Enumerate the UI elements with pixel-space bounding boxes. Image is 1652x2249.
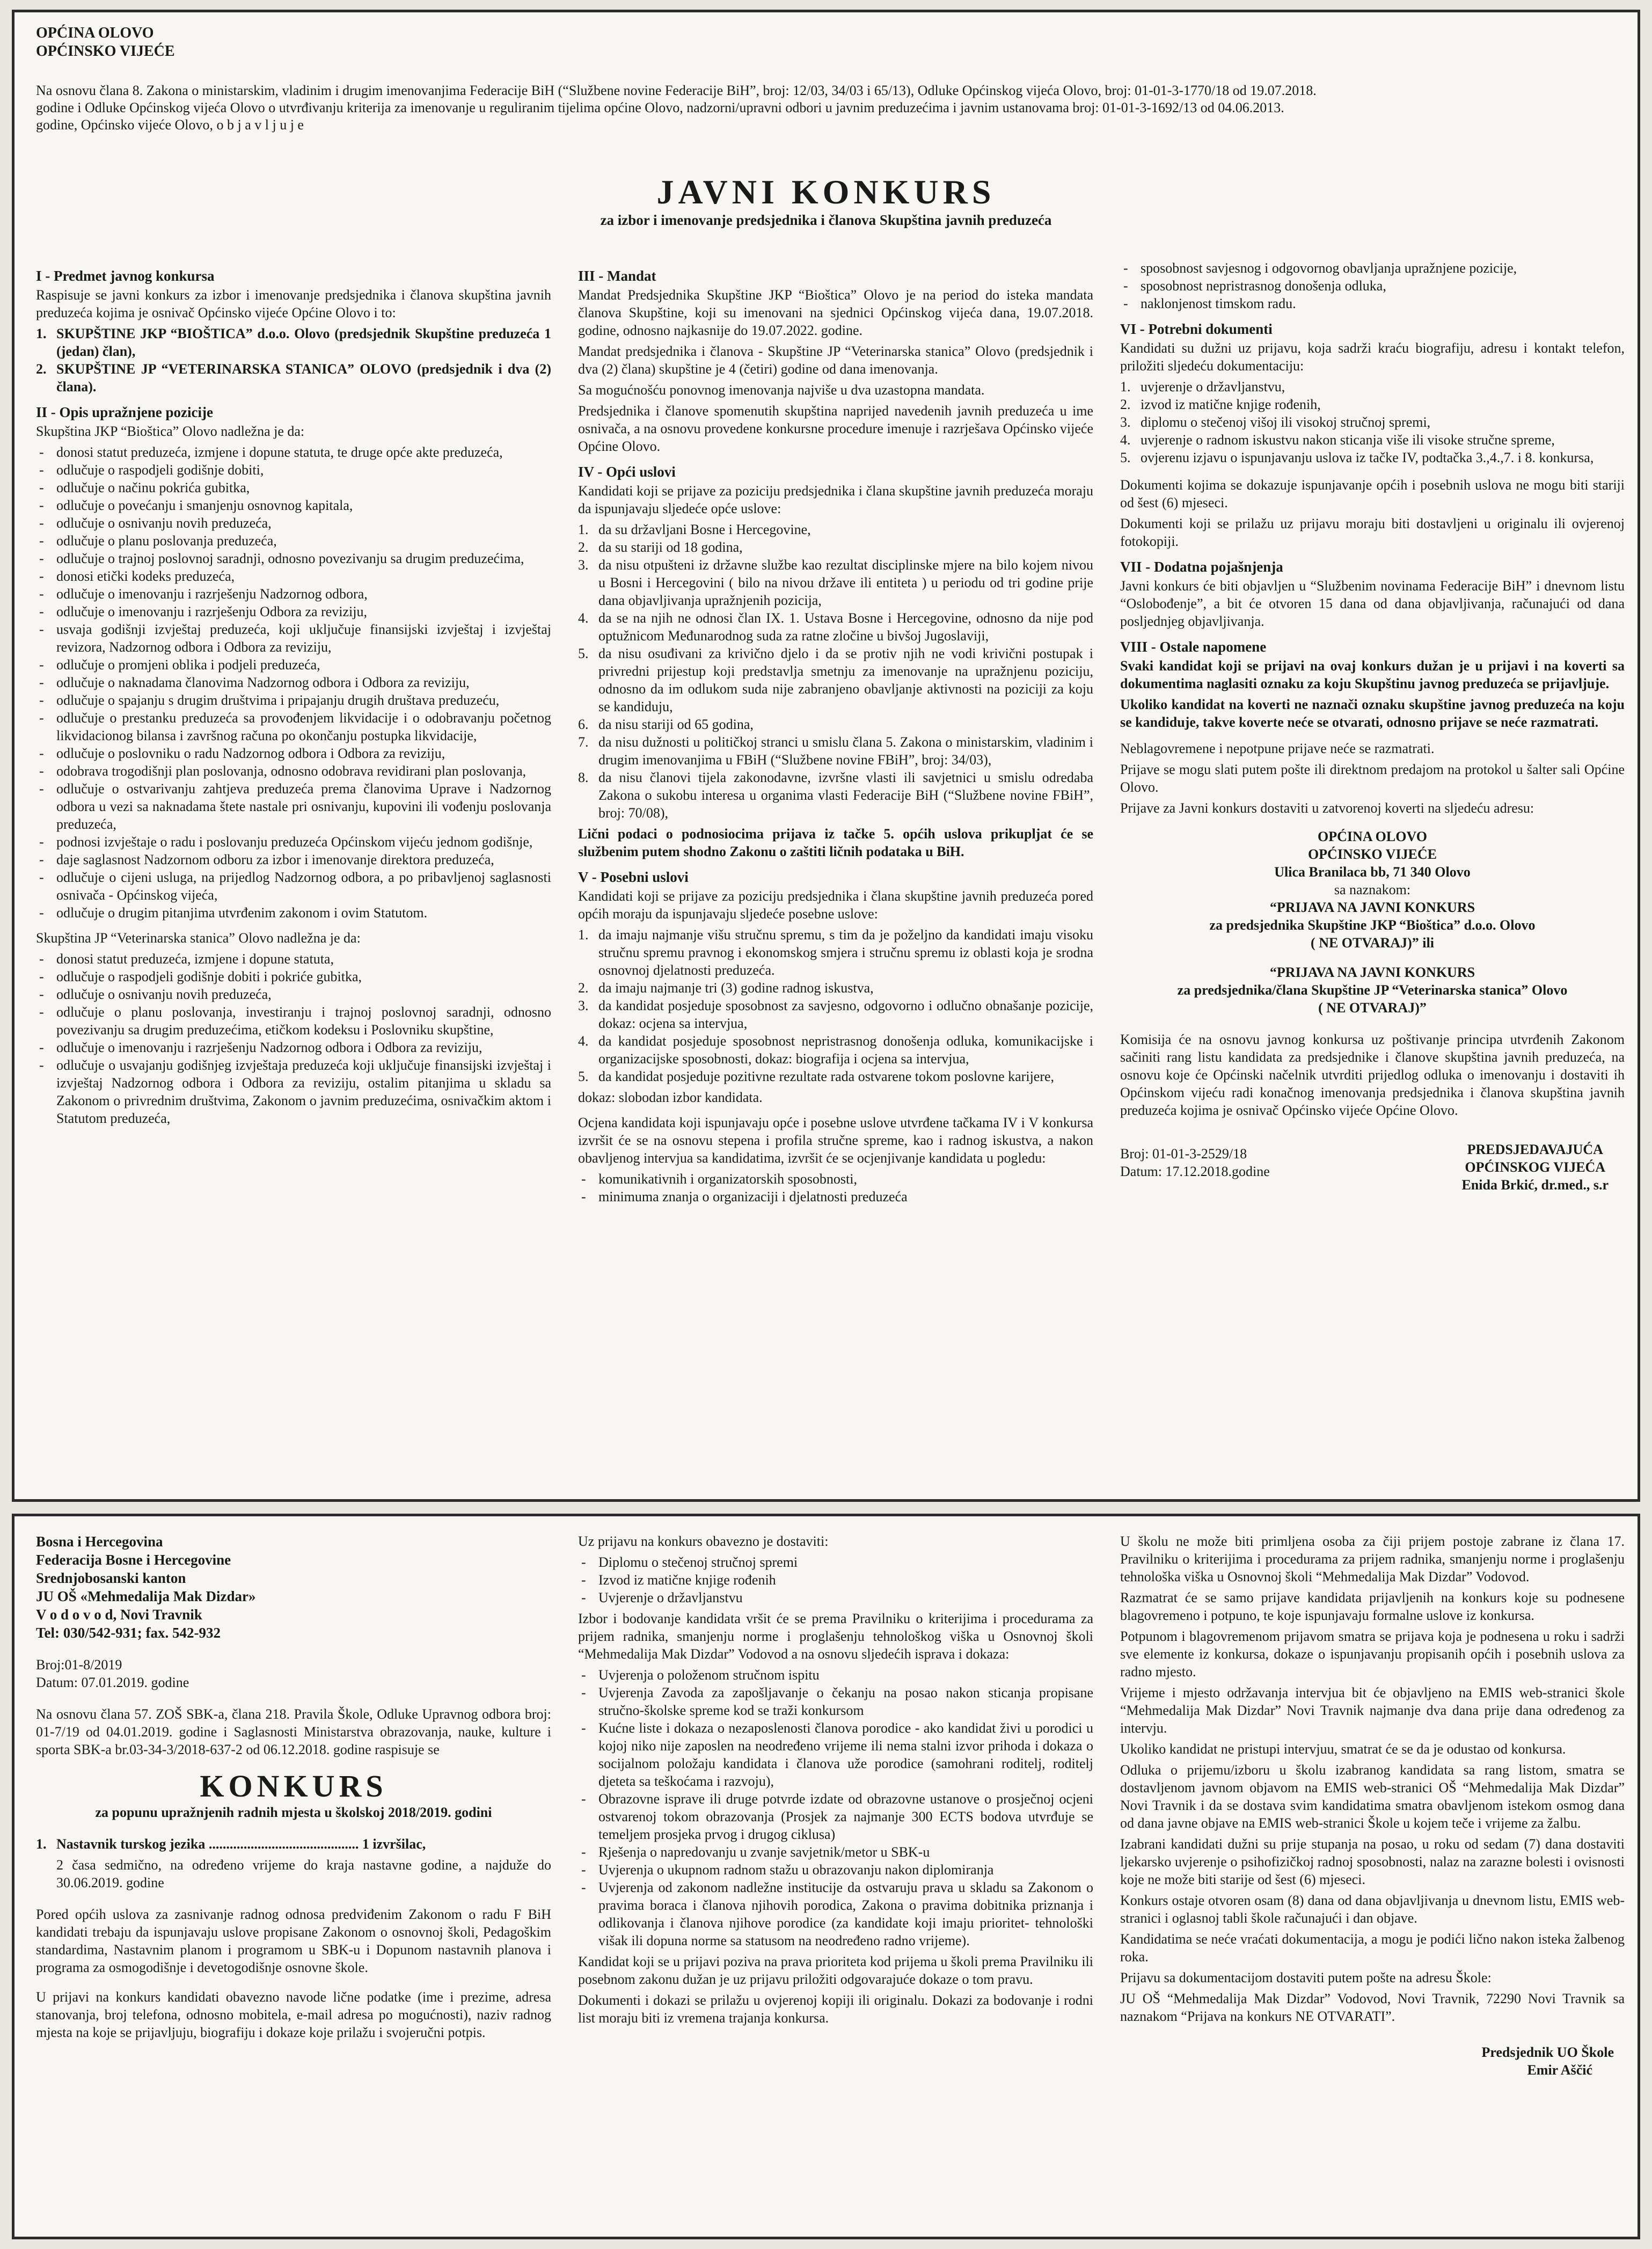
list-item: - odlučuje o planu poslovanja preduzeća,: [36, 532, 551, 550]
duties-list: [36, 443, 551, 922]
paragraph: Dokumenti kojima se dokazuje ispunjavanje općih i posebnih uslova ne mogu biti stariji od šest (6) mjeseci.: [1120, 477, 1625, 510]
list-item: - odlučuje o planu poslovanja, investiranju i trajnoj poslovnoj saradnji, odnosno povezivanju sa drugim preduzećima, etičkom kodeksu i Poslovniku skupštine,: [36, 1003, 551, 1039]
position-note: 2 časa sedmično, na određeno vrijeme do kraja nastavne godine, a najduže do 30.06.2019. godine: [56, 1857, 551, 1890]
legal-basis: Na osnovu člana 57. ZOŠ SBK-a, člana 218. Pravila Škole, Odluke Upravnog odbora broj: 01-7/19 od 04.01.2019. godine i Saglasnosti Ministarstva obrazovanja, nauke, kulture i sporta SBK-a br.03-34-3/2018-637-2 od 06.12.2018. godine raspisuje se: [36, 1706, 551, 1757]
paragraph: Ocjena kandidata koji ispunjavaju opće i posebne uslove utvrđene tačkama IV i V konkursa izvršit će se na osnovu stepena i profila stručne spreme, kao i radnog iskustva, a nakon obavljenog intervjua sa kandidatima, izvršit će se ocjenjivanje kandidata u pogledu:: [578, 1115, 1093, 1166]
paragraph: Odluka o prijemu/izboru u školu izabranog kandidata sa rang listom, smatra se dostavljenom javnom objavom na EMIS web-stranici OŠ “Mehmedalija Mak Dizdar” Novi Travnik i da se dostava svim kandidatima smatra obavljenom istekom osmog dana od dana javne objave na EMIS web-stranici Škole u kojem teče i vrijeme za žalbu.: [1120, 1762, 1625, 1831]
signatory: [1120, 2043, 1625, 2079]
list-item: - odlučuje o raspodjeli godišnje dobiti i pokriće gubitka,: [36, 968, 551, 985]
issuer-line: OPĆINSKO VIJEĆE: [36, 43, 175, 60]
section-heading: II - Opis upražnjene pozicije: [36, 404, 213, 420]
duties-list: [36, 950, 551, 1127]
list-item: - odobrava trogodišnji plan poslovanja, odnosno odobrava revidirani plan poslovanja,: [36, 762, 551, 780]
paragraph: Skupština JKP “Bioštica” Olovo nadležna je da:: [36, 423, 305, 439]
column-1: [36, 259, 551, 1130]
list-item: - sposobnost nepristrasnog donošenja odluka,: [1120, 277, 1625, 295]
header-line: Bosna i Hercegovina: [36, 1534, 163, 1550]
paragraph: Potpunom i blagovremenom prijavom smatra se prijava koja je podnesena u roku i sadrži sve elemente iz konkursa, dokaze o ispunjavanju propisanih općih i posebnih uslova za radno mjesto.: [1120, 1629, 1625, 1680]
notice-title: JAVNI KONKURS: [656, 173, 996, 211]
list-item: - odlučuje o promjeni oblika i podjeli preduzeća,: [36, 656, 551, 674]
paragraph: Kandidati koji se prijave za poziciju predsjednika i člana skupštine javnih preduzeća pored općih moraju da ispunjavaju sljedeće posebne uslove:: [578, 888, 1093, 922]
list-item: - odlučuje o spajanju s drugim društvima i pripajanju drugih društava preduzeću,: [36, 691, 551, 709]
sign-line: Enida Brkić, dr.med., s.r: [1461, 1177, 1609, 1193]
list-item: - odlučuje o ostvarivanju zahtjeva preduzeća prema članovima Uprave i Nadzornog odbora u vezi sa naknadama štete nastale pri osnivanju, kupovini ili vođenju poslovanja preduzeća,: [36, 780, 551, 833]
list-item: - Uvjerenja Zavoda za zapošljavanje o čekanju na posao nakon sticanja propisane stručno-školske spreme kod se traži konkursom: [578, 1684, 1093, 1719]
list-item: - donosi statut preduzeća, izmjene i dopune statuta, te druge opće akte preduzeća,: [36, 443, 551, 461]
list-item: - daje saglasnost Nadzornom odboru za izbor i imenovanje direktora preduzeća,: [36, 851, 551, 868]
column-2: [578, 259, 1093, 1209]
legal-basis-line: Na osnovu člana 8. Zakona o ministarskim, vladinim i drugim imenovanjima Federacije BiH (“Službene novine Federacije BiH”, broj: 12/03, 34/03 i 65/13), Odluke Općinskog vijeća Olovo, broj: 01-01-3-1770/18 od 19.07.2018.: [36, 83, 1317, 98]
list-item: - odlučuje o prestanku preduzeća sa provođenjem likvidacije i o odobravanju početnog likvidacionog bilansa i završnog računa po okončanju postupka likvidacije,: [36, 709, 551, 744]
conditions-paragraphs: [1120, 1532, 1625, 2025]
list-item: - donosi etički kodeks preduzeća,: [36, 567, 551, 585]
documents-list: [1120, 378, 1625, 466]
paragraph: Kandidati koji se prijave za poziciju predsjednika i člana skupštine javnih preduzeća moraju da ispunjavaju sljedeće opće uslove:: [578, 483, 1093, 516]
paragraph: Izbor i bodovanje kandidata vršit će se prema Pravilniku o kriterijima i procedurama za prijem radnika, smanjenju norme i proglašenju tehnološkog viška u Osnovnoj školi “Mehmedalija Mak Dizdar” Vodovod a na osnovu sljedećih isprava i dokaza:: [578, 1611, 1093, 1662]
header-line: V o d o v o d, Novi Travnik: [36, 1607, 202, 1623]
paragraph: Ukoliko kandidat ne pristupi intervjuu, smatrat će se da je odustao od konkursa.: [1120, 1741, 1566, 1757]
list-item: 3. da kandidat posjeduje sposobnost za savjesno, odgovorno i odlučno obnašanje pozicije, dokaz: ocjena sa intervjua,: [578, 998, 1093, 1031]
list-item: 7. da nisu dužnosti u političkoj stranci u smislu člana 5. Zakona o ministarskim, vladinim i drugim imenovanjima u FBiH (“Službene novine FBiH”, broj: 34/03),: [578, 734, 1093, 768]
legal-basis: [36, 82, 1635, 134]
ref-line: Broj:01-8/2019: [36, 1657, 122, 1673]
entity-list: [36, 325, 551, 396]
list-item: - Obrazovne isprave ili druge potvrde izdate od obrazovne ustanove o prosječnoj ocjeni ostvarenoj tokom obrazovanja (Prosjek za najmanje 300 ECTS bodova utvrđuje se temeljem prosjeka prvog i drugog ciklusa): [578, 1790, 1093, 1843]
envelope-line: ( NE OTVARAJ)” ili: [1311, 935, 1434, 951]
list-item: - Izvod iz matične knjige rođenih: [578, 1571, 1093, 1589]
paragraph: Raspisuje se javni konkurs za izbor i imenovanje predsjednika i članova skupština javnih preduzeća kojima je osnivač Općinsko vijeće Općine Olovo i to:: [36, 287, 551, 320]
sign-line: PREDSJEDAVAJUĆA: [1467, 1142, 1603, 1157]
paragraph: dokaz: slobodan izbor kandidata.: [578, 1090, 763, 1105]
column-3: [1120, 259, 1625, 1200]
evaluation-list: [578, 1170, 1093, 1206]
list-item: - donosi statut preduzeća, izmjene i dopune statuta,: [36, 950, 551, 968]
mailing-address: [1120, 828, 1625, 881]
legal-basis-line: godine, Općinsko vijeće Olovo, o b j a v l j u j e: [36, 117, 304, 133]
sign-line: OPĆINSKOG VIJEĆA: [1465, 1159, 1606, 1175]
list-item: - Uvjerenje o državljanstvu: [578, 1589, 1093, 1607]
paragraph: Razmatrat će se samo prijave kandidata prijavljenih na konkurs koje su podnesene blagovremeno i potpuno, te koje ispunjavaju formalne uslove iz konkursa.: [1120, 1590, 1625, 1623]
notice-subtitle: za popunu upražnjenih radnih mjesta u školskoj 2018/2019. godini: [95, 1805, 492, 1820]
notice-title-block: [36, 1769, 551, 1821]
paragraph: Izabrani kandidati dužni su prije stupanja na posao, u roku od sedam (7) dana dostaviti ljekarsko uvjerenje o psihofizičkoj radnoj sposobnosti, nalaz na zarazne bolesti i ovisnosti koje ne može biti starije od šest (6) mjeseci.: [1120, 1836, 1625, 1887]
list-item: 3. diplomu o stečenoj višoj ili visokoj stručnoj spremi,: [1120, 414, 1431, 430]
paragraph: Kandidat koji se u prijavi poziva na prava prioriteta kod prijema u školi prema Pravilniku ili posebnom zakonu dužan je uz prijavu priložiti odgovarajuće dokaze o tom pravu.: [578, 1954, 1093, 1987]
list-item: - odlučuje o drugim pitanjima utvrđenim zakonom i ovim Statutom.: [36, 904, 551, 922]
paragraph: Prijavu sa dokumentacijom dostaviti putem pošte na adresu Škole:: [1120, 1970, 1492, 1985]
paragraph: U školu ne može biti primljena osoba za čiji prijem postoje zabrane iz člana 17. Pravilniku o kriterijima i procedurama za prijem radnika, smanjenju norme i proglašenju tehnološka viška u Osnovnoj školi “Mehmedalija Mak Dizdar” Vodovod.: [1120, 1534, 1625, 1584]
section-heading: VI - Potrebni dokumenti: [1120, 321, 1273, 337]
header-line: Tel: 030/542-931; fax. 542-932: [36, 1625, 221, 1641]
list-item: 4. da se na njih ne odnosi član IX. 1. Ustava Bosne i Hercegovine, odnosno da nije pod optužnicom Međunarodnog suda za ratne zločine u bivšoj Jugoslaviji,: [578, 610, 1093, 644]
paragraph: Prijave za Javni konkurs dostaviti u zatvorenoj koverti na sljedeću adresu:: [1120, 800, 1534, 816]
paragraph: Dokumenti koji se prilažu uz prijavu moraju biti dostavljeni u originalu ili ovjerenoj fotokopiji.: [1120, 516, 1625, 549]
sign-line: Emir Aščić: [1527, 2062, 1592, 2078]
school-header: [36, 1532, 551, 1642]
column-2: [578, 1532, 1093, 2030]
header-line: Srednjobosanski kanton: [36, 1570, 186, 1586]
list-item: 5. ovjerenu izjavu o ispunjavanju uslova iz tačke IV, podtačka 3.,4.,7. i 8. konkursa,: [1120, 450, 1594, 465]
section-heading: V - Posebni uslovi: [578, 869, 689, 885]
list-item: 6. da nisu stariji od 65 godina,: [578, 717, 754, 732]
paragraph: Mandat Predsjednika Skupštine JKP “Bioštica” Olovo je na period do isteka mandata članova Skupštine, koji su imenovani na sjednici Općinskog vijeća dana, 19.07.2018. godine, odnosno najkasnije do 19.07.2022. godine.: [578, 287, 1093, 338]
header-line: JU OŠ «Mehmedalija Mak Dizdar»: [36, 1588, 256, 1604]
list-item: - odlučuje o načinu pokrića gubitka,: [36, 479, 551, 496]
paragraph: Kandidati su dužni uz prijavu, koja sadrži kraću biografiju, adresu i kontakt telefon, priložiti sljedeću dokumentaciju:: [1120, 340, 1625, 374]
paragraph: Prijave se mogu slati putem pošte ili direktnom predajom na protokol u šalter sali Općine Olovo.: [1120, 762, 1625, 795]
signature-block: [1120, 1141, 1625, 1200]
section-heading: IV - Opći uslovi: [578, 464, 676, 480]
envelope-line: “PRIJAVA NA JAVNI KONKURS: [1269, 965, 1475, 980]
list-item: - sposobnost savjesnog i odgovornog obavljanja upražnjene pozicije,: [1120, 259, 1625, 277]
position-item: 1. Nastavnik turskog jezika ........................................... 1 izvršilac,: [36, 1836, 426, 1852]
signatory: [1461, 1141, 1609, 1194]
list-item: - Kućne liste i dokaza o nezaposlenosti članova porodice - ako kandidat živi u porodici u kojoj niko nije zaposlen na neodređeno vrijeme ili nema stalni izvor prihoda i dokaza o socijalnom položaju kandidata i članova uže porodice (samohrani roditelj, roditelj djeteta sa teškoćama i razvoju),: [578, 1719, 1093, 1790]
list-item: - Uvjerenja o položenom stručnom ispitu: [578, 1666, 1093, 1684]
paragraph: Neblagovremene i nepotpune prijave neće se razmatrati.: [1120, 741, 1435, 756]
list-item: 1. da su državljani Bosne i Hercegovine,: [578, 522, 811, 537]
paragraph: Mandat predsjednika i članova - Skupštine JP “Veterinarska stanica” Olovo (predsjednik i dva (2) člana) skupštine je 4 (četiri) godine od dana imenovanja.: [578, 344, 1093, 377]
list-item: 2. da su stariji od 18 godina,: [578, 539, 743, 555]
paragraph: Javni konkurs će biti objavljen u “Službenim novinama Federacije BiH” i dnevnom listu “Oslobođenje”, a bit će otvoren 15 dana od dana objavljivanja, računajući od dana posljednjeg objavljivanja.: [1120, 578, 1625, 629]
paragraph: Pored općih uslova za zasnivanje radnog odnosa predviđenim Zakonom o radu F BiH kandidati trebaju da ispunjavaju uslove propisane Zakonom o osnovnoj školi, Pedagoškim standardima, Nastavnim planom i programom u SBK-u i Dopunom nastavnih planova i programa za osmogodišnje i devetogodišnje osnovne škole.: [36, 1907, 551, 1975]
public-competition-notice: [12, 10, 1640, 1502]
list-item: - usvaja godišnji izvještaj preduzeća, koji uključuje finansijski izvještaj i izvještaj revizora, Nadzornog odbora i Odbora za reviziju,: [36, 620, 551, 656]
list-item: 2. da imaju najmanje tri (3) godine radnog iskustva,: [578, 980, 874, 996]
paragraph: Svaki kandidat koji se prijavi na ovaj konkurs dužan je u prijavi i na koverti sa dokumentima naglasiti oznaku za koju Skupštinu javnog preduzeća se prijavljuje.: [1120, 658, 1625, 691]
issuer-header: [36, 24, 175, 61]
paragraph: Ukoliko kandidat na koverti ne naznači oznaku skupštine javnog preduzeća na koju se kandiduje, takve koverte neće se otvarati, odnosno prijave se neće razmatrati.: [1120, 697, 1625, 730]
section-heading: VII - Dodatna pojašnjenja: [1120, 559, 1283, 575]
paragraph: Dokumenti i dokazi se prilažu u ovjerenoj kopiji ili originalu. Dokazi za bodovanje i rodni list moraju biti iz vremena trajanja konkursa.: [578, 1992, 1093, 2026]
required-documents-list: [578, 1553, 1093, 1607]
list-item: 4. uvjerenje o radnom iskustvu nakon sticanja više ili visoke stručne spreme,: [1120, 432, 1555, 448]
envelope-line: “PRIJAVA NA JAVNI KONKURS: [1269, 900, 1475, 915]
list-item: 3. da nisu otpušteni iz državne službe kao rezultat disciplinske mjere na bilo kojem nivou u Bosni i Hercegovini ( bilo na nivou države ili entiteta ) u periodu od tri godine prije dana objavljivanja upražnjenih pozicija,: [578, 557, 1093, 608]
section-heading: I - Predmet javnog konkursa: [36, 268, 215, 284]
paragraph: JU OŠ “Mehmedalija Mak Dizdar” Vodovod, Novi Travnik, 72290 Novi Travnik sa naznakom “Prijava na konkurs NE OTVARATI”.: [1120, 1991, 1625, 2024]
envelope-line: za predsjednika Skupštine JKP “Bioštica” d.o.o. Olovo: [1209, 917, 1536, 933]
list-item: - podnosi izvještaje o radu i poslovanju preduzeća Općinskom vijeću jednom godišnje,: [36, 833, 551, 851]
list-item: - odlučuje o naknadama članovima Nadzornog odbora i Odbora za reviziju,: [36, 674, 551, 691]
section-heading: VIII - Ostale napomene: [1120, 639, 1267, 655]
list-item: 2. SKUPŠTINE JP “VETERINARSKA STANICA” OLOVO (predsjednik i dva (2) člana).: [36, 361, 551, 395]
list-item: 5. da kandidat posjeduje pozitivne rezultate rada ostvarene tokom poslovne karijere,: [578, 1069, 1055, 1084]
address-line: Ulica Branilaca bb, 71 340 Olovo: [1274, 864, 1471, 880]
notice-title-block: [14, 173, 1638, 229]
paragraph: Skupština JP “Veterinarska stanica” Olovo nadležna je da:: [36, 930, 361, 946]
ref-line: Datum: 07.01.2019. godine: [36, 1675, 189, 1690]
header-line: Federacija Bosne i Hercegovine: [36, 1552, 231, 1568]
list-item: - odlučuje o usvajanju godišnjeg izvještaja preduzeća koji uključuje finansijski izvještaj i izvještaj Nadzornog odbora i Odbora za reviziju, ostalim pitanjima u skladu sa Zakonom o privrednim društvima, Zakonom o javnim preduzećima, osnivačkim aktom i Statutom preduzeća,: [36, 1056, 551, 1127]
list-item: - odlučuje o cijeni usluga, na prijedlog Nadzornog odbora, a po pribavljenoj saglasnosti osnivača - Općinskog vijeća,: [36, 868, 551, 904]
ref-line: Broj: 01-01-3-2529/18: [1120, 1146, 1247, 1162]
list-item: 2. izvod iz matične knjige rođenih,: [1120, 397, 1321, 412]
list-item: - odlučuje o poslovniku o radu Nadzornog odbora i Odbora za reviziju,: [36, 744, 551, 762]
paragraph: Lični podaci o podnosiocima prijava iz tačke 5. općih uslova prikupljat će se službenim putem shodno Zakonu o zaštiti ličnih podataka u BiH.: [578, 826, 1093, 859]
envelope-line: ( NE OTVARAJ)”: [1318, 1000, 1427, 1016]
section-heading: III - Mandat: [578, 268, 656, 284]
list-item: - minimuma znanja o organizaciji i djelatnosti preduzeća: [578, 1188, 1093, 1206]
list-item: - odlučuje o imenovanju i razrješenju Nadzornog odbora i Odbora za reviziju,: [36, 1039, 551, 1056]
special-conditions-list: [578, 926, 1093, 1085]
paragraph: Kandidatima se neće vraćati dokumentacija, a mogu je podići lično nakon isteka žalbenog roka.: [1120, 1931, 1625, 1965]
list-item: - Rješenja o napredovanju u zvanje savjetnik/metor u SBK-u: [578, 1843, 1093, 1861]
ref-line: Datum: 17.12.2018.godine: [1120, 1164, 1270, 1179]
issuer-line: OPĆINA OLOVO: [36, 25, 154, 41]
legal-basis-line: godine i Odluke Općinskog vijeća Olovo o utvrđivanju kriterija za imenovanje u reguliranim tijelima općine Olovo, nadzorni/upravni odbori u javnim preduzećima i javnim ustanovama broj: 01-01-3-1692/13 od 04.06.2013.: [36, 100, 1284, 115]
paragraph: Predsjednika i članove spomenutih skupština naprijed navedenih javnih preduzeća u ime osnivača, a na osnovu provedene konkursne procedure imenuje i razrješava Općinsko vijeće Općine Olovo.: [578, 403, 1093, 454]
reference-number: [1120, 1145, 1270, 1180]
school-job-notice: [12, 1514, 1640, 2239]
list-item: 1. SKUPŠTINE JKP “BIOŠTICA” d.o.o. Olovo (predsjednik Skupštine preduzeća 1 (jedan) član),: [36, 326, 551, 359]
scoring-documents-list: [578, 1666, 1093, 1949]
sign-line: Predsjednik UO Škole: [1481, 2044, 1614, 2060]
reference-number: [36, 1656, 551, 1691]
address-note: sa naznakom:: [1334, 882, 1411, 897]
general-conditions-list: [578, 521, 1093, 822]
paragraph: Sa mogućnošću ponovnog imenovanja najviše u dva uzastopna mandata.: [578, 382, 985, 398]
list-item: - Diplomu o stečenoj stručnoj spremi: [578, 1553, 1093, 1571]
list-item: - odlučuje o osnivanju novih preduzeća,: [36, 985, 551, 1003]
list-item: 5. da nisu osuđivani za krivično djelo i da se protiv njih ne vodi krivični postupak i privredni prijestup koji predstavlja smetnju za imenovanje na upražnjenu poziciju, odnosno da im odlukom suda nije zabranjeno obavljanje aktivnosti na poziciji za koju se kandiduju,: [578, 646, 1093, 714]
list-item: - odlučuje o imenovanju i razrješenju Odbora za reviziju,: [36, 603, 551, 620]
position-list: [36, 1835, 551, 1853]
list-item: 4. da kandidat posjeduje sposobnost nepristrasnog donošenja odluka, komunikacijske i organizacijske sposobnosti, dokaz: biografija i ocjena sa intervjua,: [578, 1033, 1093, 1067]
paragraph: Vrijeme i mjesto održavanja intervjua bit će objavljeno na EMIS web-stranici škole “Mehmedalija Mak Dizdar” Novi Travnik najmanje dva dana prije dana određenog za intervju.: [1120, 1685, 1625, 1736]
list-item: - naklonjenost timskom radu.: [1120, 295, 1625, 312]
envelope-label-1: [1120, 899, 1625, 952]
paragraph: Konkurs ostaje otvoren osam (8) dana od dana objavljivanja u dnevnom listu, EMIS web-stranici i oglasnoj tabli škole računajući i dan objave.: [1120, 1893, 1625, 1926]
list-item: 1. uvjerenje o državljanstvu,: [1120, 379, 1285, 395]
envelope-line: za predsjednika/člana Skupštine JP “Veterinarska stanica” Olovo: [1177, 982, 1568, 998]
list-item: - odlučuje o imenovanju i razrješenju Nadzornog odbora,: [36, 585, 551, 603]
list-item: - odlučuje o trajnoj poslovnoj saradnji, odnosno povezivanju sa drugim preduzećima,: [36, 550, 551, 567]
list-item: - Uvjerenja od zakonom nadležne institucije da ostvaruju prava u skladu sa Zakonom o pravima boraca i članova njihovih porodica, Zakona o pravima dobitnika priznanja i odlikovanja i članova njihove porodice (za kandidate koji imaju prioritet- tehnološki višak ili dopuna norme sa statusom na neodređeno radno vrijeme).: [578, 1879, 1093, 1949]
list-item: 1. da imaju najmanje višu stručnu spremu, s tim da je poželjno da kandidati imaju visoku stručnu spremu pravnog i ekonomskog smjera i stručnu spremu iz oblasti koja je srodna osnovnoj djelatnosti preduzeća.: [578, 927, 1093, 978]
list-item: - odlučuje o povećanju i smanjenju osnovnog kapitala,: [36, 496, 551, 514]
list-item: - komunikativnih i organizatorskih sposobnosti,: [578, 1170, 1093, 1188]
notice-title: KONKURS: [200, 1769, 388, 1803]
list-item: - odlučuje o raspodjeli godišnje dobiti,: [36, 461, 551, 479]
evaluation-list: [1120, 259, 1625, 312]
list-item: - Uvjerenja o ukupnom radnom stažu u obrazovanju nakon diplomiranja: [578, 1861, 1093, 1879]
address-line: OPĆINA OLOVO: [1318, 829, 1427, 844]
envelope-label-2: [1120, 963, 1625, 1017]
column-1: [36, 1532, 551, 2044]
column-3: [1120, 1532, 1625, 2079]
list-item: - odlučuje o osnivanju novih preduzeća,: [36, 514, 551, 532]
paragraph: Komisija će na osnovu javnog konkursa uz poštivanje principa utvrđenih Zakonom sačiniti rang listu kandidata za predsjednike i članove skupština javnih preduzeća, na osnovu koje će Općinski načelnik utvrditi prijedlog odluka o imenovanju i dostaviti ih Općinskom vijeću radi konačnog imenovanja predsjednika i članova skupština javnih preduzeća kojima je osnivač Općinsko vijeće Općine Olovo.: [1120, 1032, 1625, 1118]
paragraph: Uz prijavu na konkurs obavezno je dostaviti:: [578, 1534, 829, 1549]
list-item: 8. da nisu članovi tijela zakonodavne, izvršne vlasti ili savjetnici u smislu odredaba Zakona o sukobu interesa u organima vlasti Federacije BiH (“Službene novine FBiH”, broj: 70/08),: [578, 770, 1093, 821]
notice-subtitle: za izbor i imenovanje predsjednika i članova Skupština javnih preduzeća: [600, 212, 1052, 228]
address-line: OPĆINSKO VIJEĆE: [1307, 846, 1437, 862]
paragraph: U prijavi na konkurs kandidati obavezno navode lične podatke (ime i prezime, adresa stanovanja, broj telefona, odnosno mobitela, e-mail adresa po mogućnosti), naziv radnog mjesta na koje se prijavljuju, biografiju i dokaze koje prilažu i svojeručni potpis.: [36, 1989, 551, 2040]
